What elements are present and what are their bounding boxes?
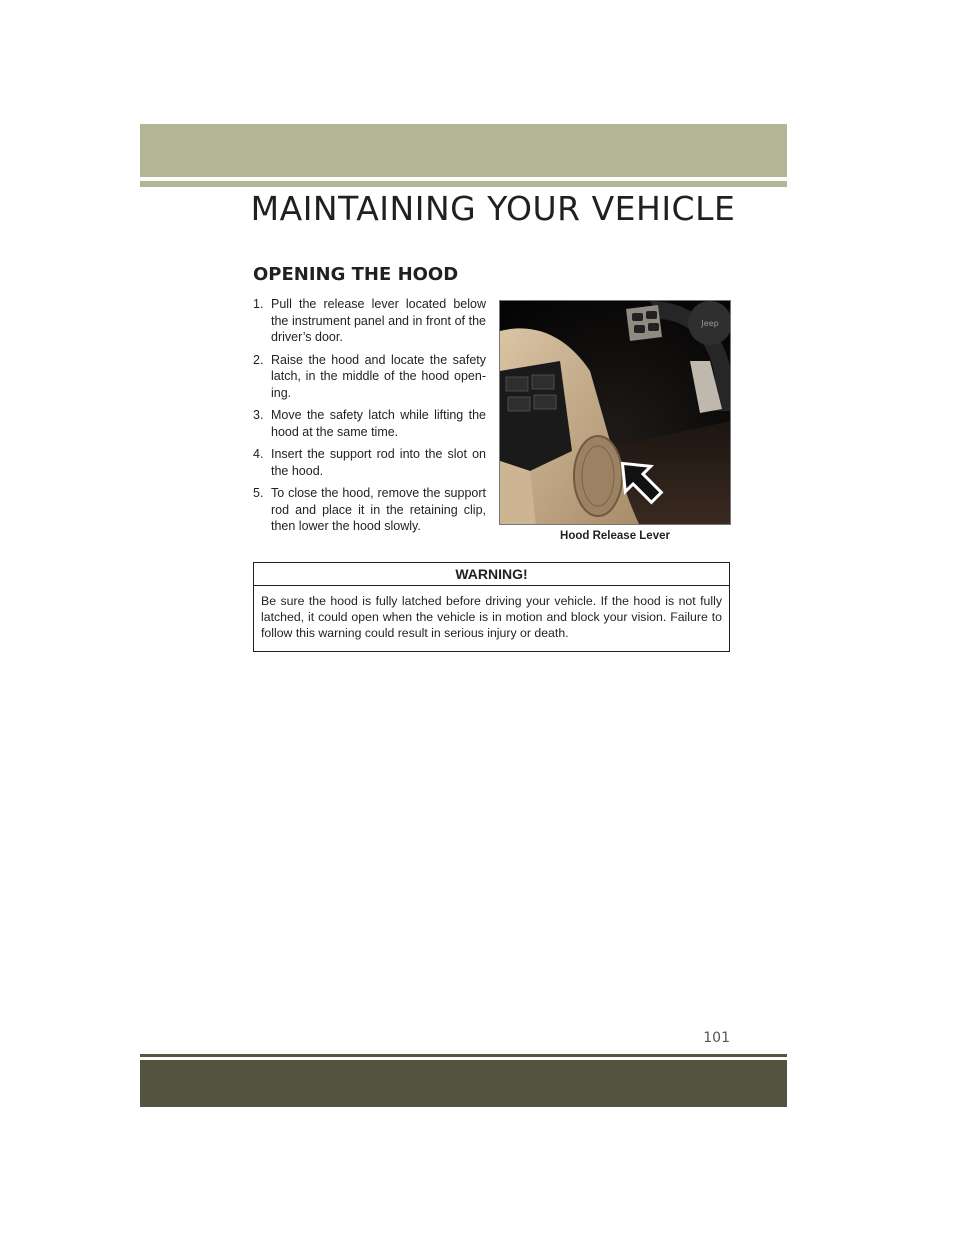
- step-text: Raise the hood and locate the safety latch, in the middle of the hood open-ing.: [271, 352, 486, 400]
- step-text: Insert the support rod into the slot on the hood.: [271, 447, 486, 478]
- header-stripe: [140, 181, 787, 187]
- footer-stripe: [140, 1054, 787, 1057]
- warning-text: Be sure the hood is fully latched before driving your vehicle. If the hood is not fully latched, it could open when the vehicle is in motion and block your vision. Failure to follow this warning could result in serious injury or death.: [261, 594, 722, 640]
- step-text: Move the safety latch while lifting the hood at the same time.: [271, 408, 486, 439]
- jeep-badge: Jeep: [701, 319, 719, 328]
- list-item: [253, 352, 486, 402]
- footer-band: [140, 1060, 787, 1107]
- step-number: 3.: [253, 408, 264, 422]
- list-item: [253, 485, 486, 535]
- hood-release-photo: [499, 300, 731, 525]
- list-item: [253, 296, 486, 346]
- section-heading: OPENING THE HOOD: [253, 264, 459, 285]
- list-item: [253, 446, 486, 479]
- step-number: 2.: [253, 352, 264, 367]
- header-band: [140, 124, 787, 177]
- chapter-title: MAINTAINING YOUR VEHICLE: [250, 189, 736, 228]
- figure-caption: Hood Release Lever: [560, 530, 670, 542]
- step-number: 4.: [253, 447, 264, 461]
- warning-title: WARNING!: [254, 563, 729, 586]
- step-text: To close the hood, remove the support rod and place it in the retaining clip, then lower the hood slowly.: [271, 486, 486, 533]
- step-number: 5.: [253, 486, 264, 500]
- warning-box: [253, 562, 730, 652]
- step-text: Pull the release lever located below the instrument panel and in front of the driver’s door.: [271, 297, 486, 344]
- step-list: [253, 296, 486, 541]
- page-number: 101: [703, 1030, 730, 1046]
- list-item: [253, 407, 486, 440]
- step-number: 1.: [253, 297, 264, 311]
